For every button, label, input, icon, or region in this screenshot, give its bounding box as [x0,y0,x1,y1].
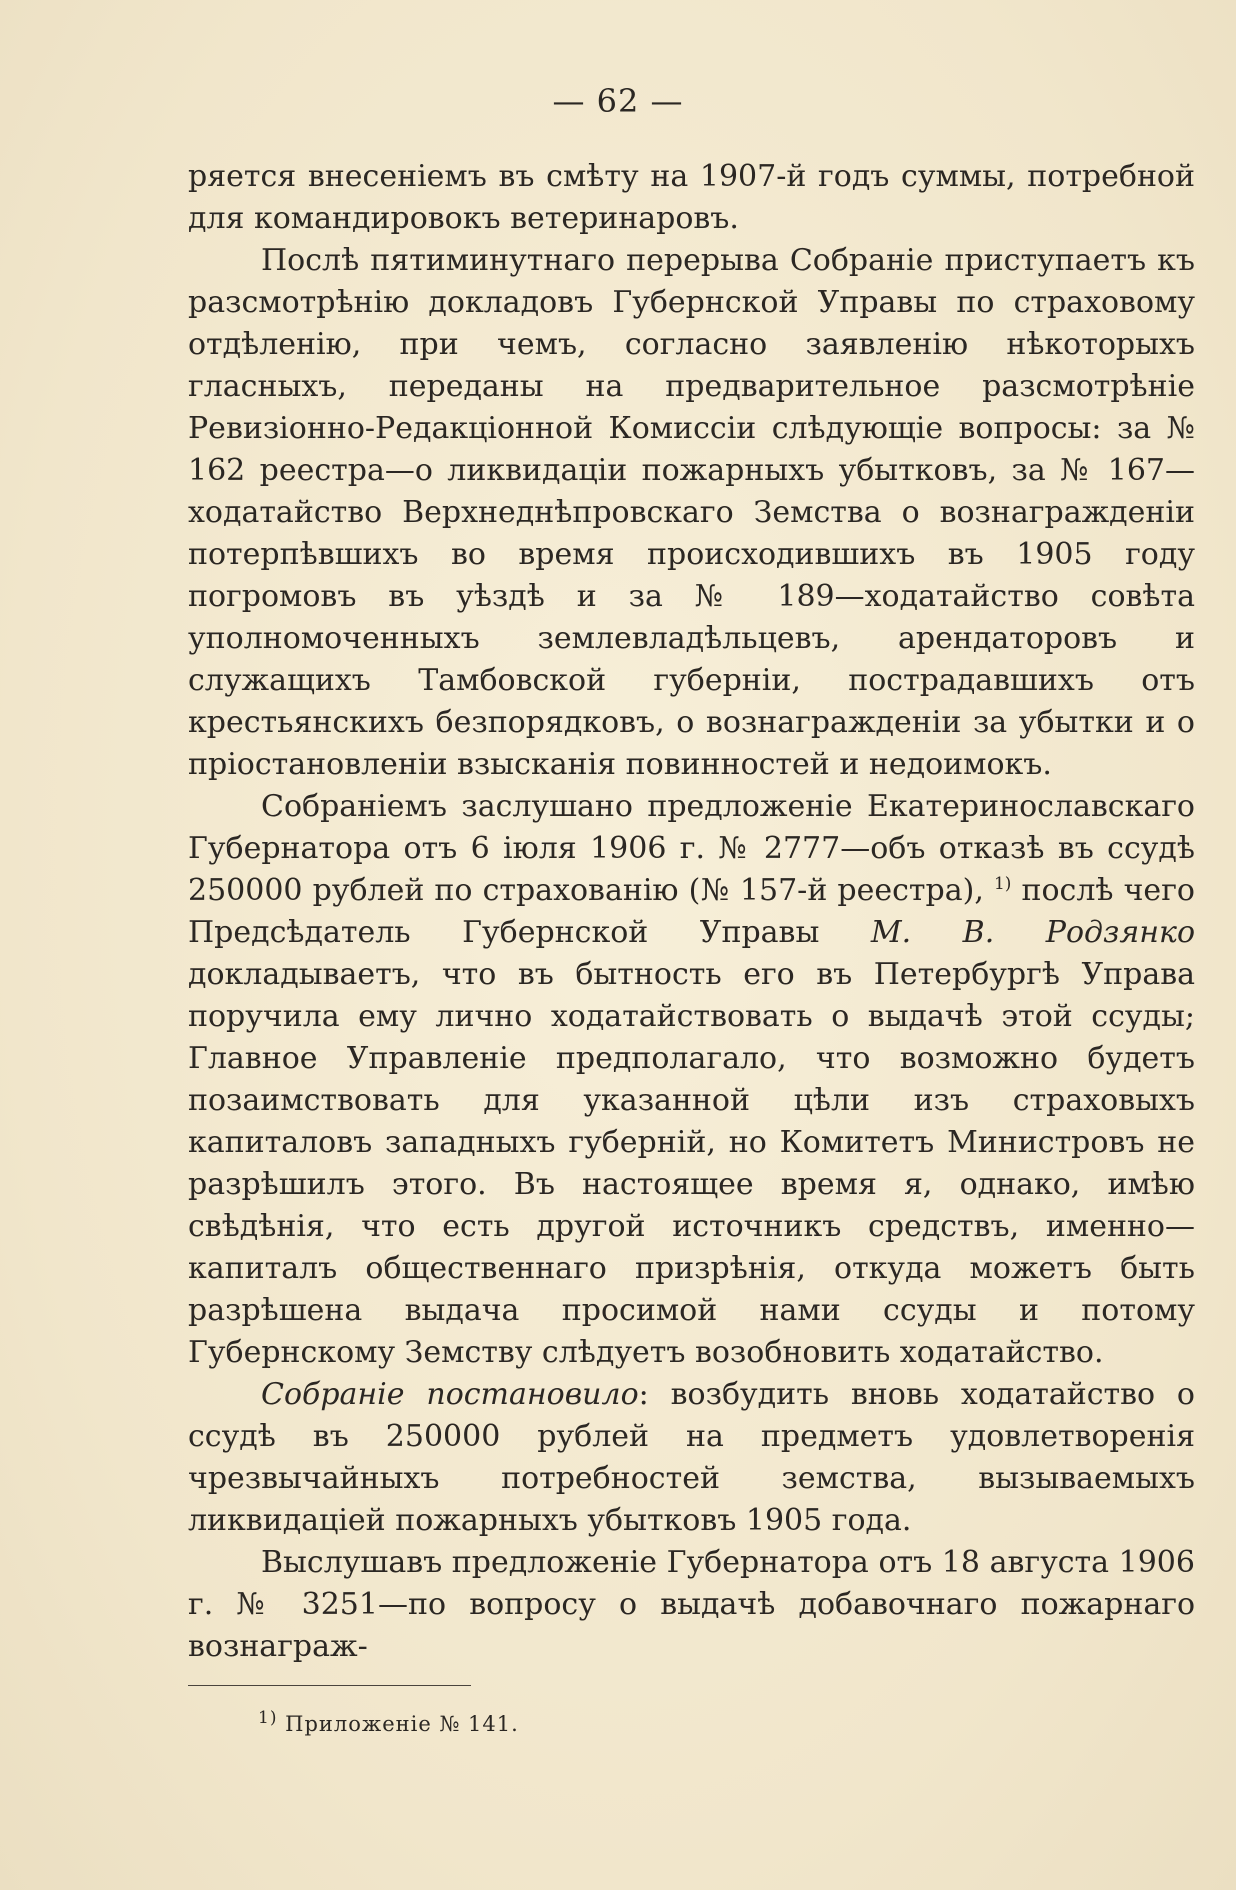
paragraph-3-start: Собраніемъ заслушано предложеніе Екатеринославскаго Губернатора отъ 6 іюля 1906 г. № 2777—объ отказѣ въ ссудѣ 250000 рублей по страхованію (№ 157-й реестра), [188,789,1195,908]
paragraph-3 [188,786,1195,1374]
paragraph-1: ряется внесеніемъ въ смѣту на 1907-й годъ суммы, потребной для командировокъ ветеринаровъ. [188,159,1195,236]
footnote-mark: 1) [258,1708,278,1728]
resolution-text: : возбудить вновь ходатайство о ссудѣ въ 250000 рублей на предметъ удовлетворенія чрезвычайныхъ потребностей земства, вызываемыхъ ликвидаціей пожарныхъ убытковъ 1905 года. [188,1377,1195,1538]
paragraph-3-end: докладываетъ, что въ бытность его въ Петербургѣ Управа поручила ему лично ходатайствовать о выдачѣ этой ссуды; Главное Управленіе предполагало, что возможно будетъ позаимствовать для указанной цѣли изъ страховыхъ капиталовъ западныхъ губерній, но Комитетъ Министровъ не разрѣшилъ этого. Въ настоящее время я, однако, имѣю свѣдѣнія, что есть другой источникъ средствъ, именно—капиталъ общественнаго призрѣнія, откуда можетъ быть разрѣшена выдача просимой нами ссуды и потому Губернскому Земству слѣдуетъ возобновить ходатайство. [188,957,1195,1370]
footnote-divider [188,1685,471,1686]
person-name: М. В. Родзянко [870,915,1196,950]
paragraph-5: Выслушавъ предложеніе Губернатора отъ 18 августа 1906 г. № 3251—по вопросу о выдачѣ добавочнаго пожарнаго вознаграж- [188,1545,1195,1664]
body-text [188,156,1195,1668]
footnote [258,1708,519,1736]
paragraph-2: Послѣ пятиминутнаго перерыва Собраніе приступаетъ къ разсмотрѣнію докладовъ Губернской Управы по страховому отдѣленію, при чемъ, согласно заявленію нѣкоторыхъ гласныхъ, переданы на предварительное разсмотрѣніе Ревизіонно-Редакціонной Комиссіи слѣдующіе вопросы: за № 162 реестра—о ликвидаціи пожарныхъ убытковъ, за № 167—ходатайство Верхнеднѣпровскаго Земства о вознагражденіи потерпѣвшихъ во время происходившихъ въ 1905 году погромовъ въ уѣздѣ и за № 189—ходатайство совѣта уполномоченныхъ землевладѣльцевъ, арендаторовъ и служащихъ Тамбовской губерніи, пострадавшихъ отъ крестьянскихъ безпорядковъ, о вознагражденіи за убытки и о пріостановленіи взысканія повинностей и недоимокъ. [188,243,1195,782]
paragraph-4 [188,1374,1195,1542]
footnote-text: Приложеніе № 141. [285,1712,519,1736]
footnote-reference: 1) [993,874,1012,894]
paragraph-3-middle: послѣ чего Предсѣдатель Губернской Управы [188,873,1195,950]
resolution-heading: Собраніе постановило [261,1377,639,1412]
page-number: — 62 — [552,82,684,120]
